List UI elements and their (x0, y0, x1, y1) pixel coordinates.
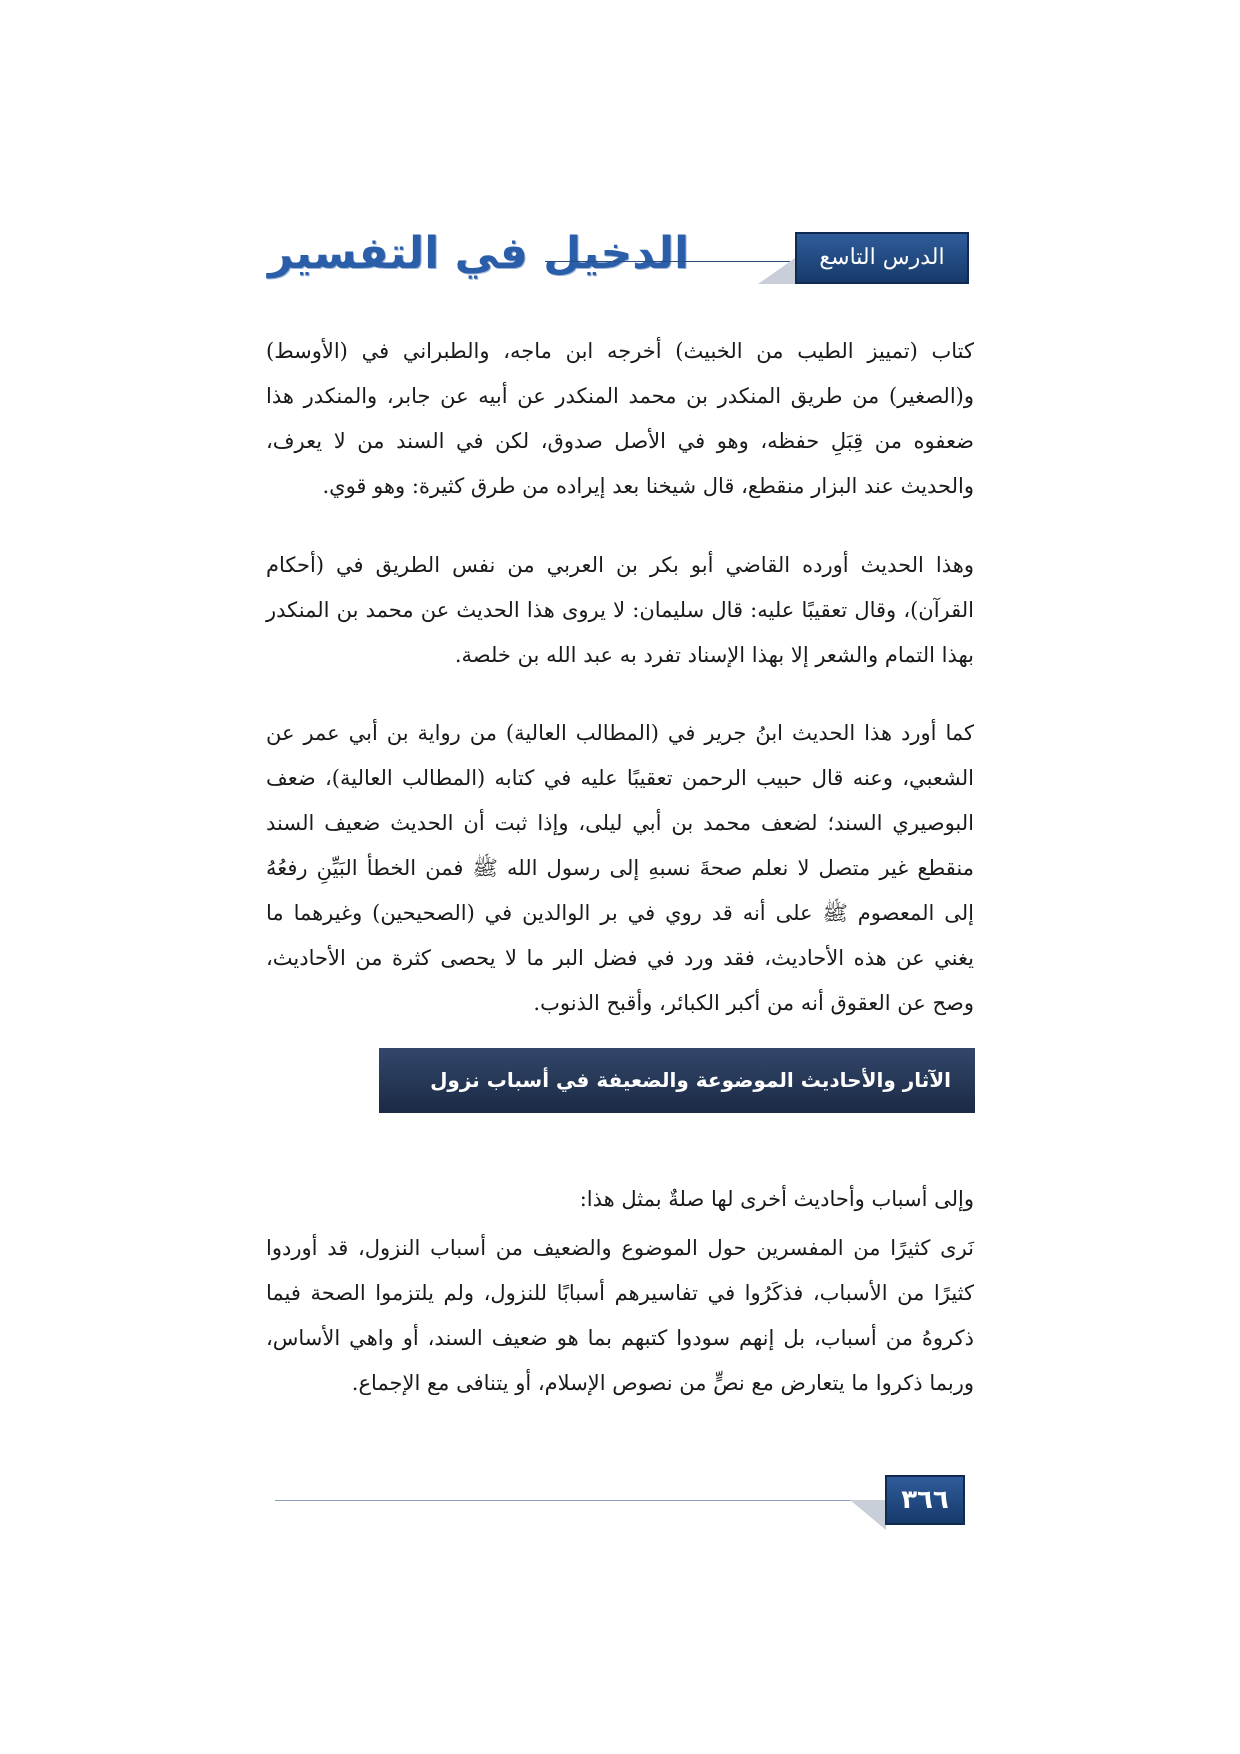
section-heading: الآثار والأحاديث الموضوعة والضعيفة في أسباب نزول الآيات (379, 1048, 975, 1113)
footer-rule (275, 1500, 855, 1501)
book-title: الدخيل في التفسير (268, 228, 690, 279)
header-rule (545, 261, 790, 262)
paragraph-1: كتاب (تمييز الطيب من الخبيث) أخرجه ابن ماجه، والطبراني في (الأوسط) و(الصغير) من طريق المنكدر بن محمد المنكدر عن أبيه عن جابر، والمنكدر هذا ضعفوه من قِبَلِ حفظه، وهو في الأصل صدوق، لكن في السند من لا يعرف، والحديث عند البزار منقطع، قال شيخنا بعد إيراده من طرق كثيرة: وهو قوي. (266, 339, 974, 498)
page-number: ٣٦٦ (885, 1475, 965, 1525)
paragraph-4: وإلى أسباب وأحاديث أخرى لها صلةٌ بمثل هذا: (579, 1187, 974, 1211)
paragraph-3: كما أورد هذا الحديث ابنُ جرير في (المطالب العالية) من رواية بن أبي عمر عن الشعبي، وعنه قال حبيب الرحمن تعقيبًا عليه في كتابه (المطالب العالية)، ضعف البوصيري السند؛ لضعف محمد بن أبي ليلى، وإذا ثبت أن الحديث ضعيف السند منقطع غير متصل لا نعلم صحةَ نسبهِ إلى رسول الله ﷺ فمن الخطأ البَيِّنِ رفعُهُ إلى المعصوم ﷺ على أنه قد روي في بر الوالدين في (الصحيحين) وغيرهما ما يغني عن هذه الأحاديث، فقد ورد في فضل البر ما لا يحصى كثرة من الأحاديث، وصح عن العقوق أنه من أكبر الكبائر، وأقبح الذنوب. (266, 721, 974, 1015)
footer-badge-shadow (850, 1500, 886, 1530)
paragraph-5: نَرى كثيرًا من المفسرين حول الموضوع والضعيف من أسباب النزول، قد أوردوا كثيرًا من الأسباب، فذكَرُوا في تفاسيرهم أسبابًا للنزول، ولم يلتزموا الصحة فيما ذكروهُ من أسباب، بل إنهم سودوا كتبهم بما هو ضعيف السند، أو واهي الأساس، وربما ذكروا ما يتعارض مع نصٍّ من نصوص الإسلام، أو يتنافى مع الإجماع. (266, 1236, 974, 1395)
header-badge-shadow (758, 258, 795, 284)
paragraph-2: وهذا الحديث أورده القاضي أبو بكر بن العربي من نفس الطريق في (أحكام القرآن)، وقال تعقيبًا عليه: قال سليمان: لا يروى هذا الحديث عن محمد بن المنكدر بهذا التمام والشعر إلا بهذا الإسناد تفرد به عبد الله بن خلصة. (266, 553, 974, 667)
lesson-badge: الدرس التاسع عشر (795, 232, 969, 284)
